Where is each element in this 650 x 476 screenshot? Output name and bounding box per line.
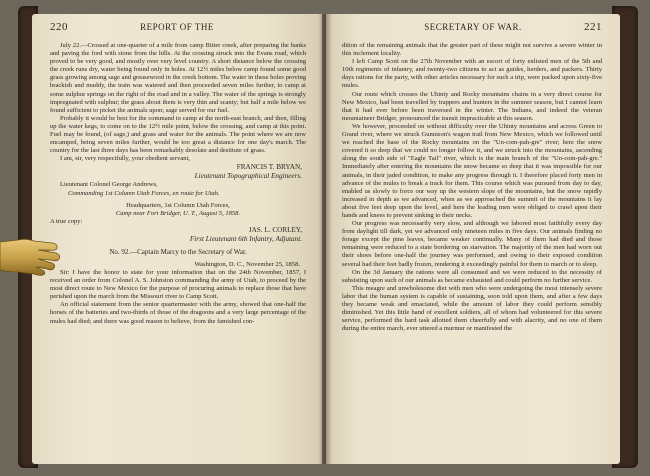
page-number-right: 221 (584, 21, 602, 33)
paragraph: dition of the remaining animals that the greater part of these might not survive a severe winter in this inclement locality. (342, 42, 602, 58)
paragraph: I am, sir, very respectfully, your obedient servant, (60, 155, 191, 163)
signature-title: Lieutenant Topographical Engineers. (194, 172, 302, 181)
left-page (32, 14, 322, 464)
addressee-title: Commanding 1st Column Utah Forces, en route for Utah. (68, 189, 220, 197)
paragraph: Our progress was necessarily very slow, and although we labored most faithfully every day from daylight till dark, yet we advanced only nineteen miles in five days. Our animals finding no forage except the pine leaves, became weaker continually. Many of them had died and those remaining were reduced to a state bordering on starvation. The majority of the men had worn out their shoes before one-half the journey was performed, and owing to their exposed condition several had their feet badly frozen, rendering it exceedingly painful for them to march or to sleep. (342, 220, 602, 268)
right-page (326, 14, 620, 464)
right-text-column (342, 42, 602, 333)
paragraph: Sir: I have the honor to state for your information that on the 24th November, 1857, I received an order from Colonel A. S. Johnston commanding the army of Utah, to proceed by the most direct route to New Mexico for the purpose of procuring animals to replace those that have perished upon the march from the Missouri river to Camp Scott. (50, 268, 306, 301)
paragraph: Our route which crosses the Uhinty and Rocky mountains chains in a very direct course for New Mexico, had been travelled by trappers and hunters in the summer season, but I cannot learn that it had ever before been traversed in the winter. The Indians, and indeed the veteran mountaineer Bridger, pronounced the transit impracticable at this season. (342, 90, 602, 122)
left-text-column (50, 42, 306, 326)
signature-title: First Lieutenant 6th Infantry, Adjutant. (189, 234, 302, 243)
signature-name: JAS. L. CORLEY, (248, 225, 302, 234)
running-title-left: REPORT OF THE (140, 22, 214, 32)
left-running-head (50, 22, 304, 34)
page-number-left: 220 (50, 21, 68, 33)
headquarters-date: Camp near Fort Bridger, U. T., August 5, 1858. (115, 209, 241, 217)
paragraph: July 22.—Crossed at one-quarter of a mile from camp Bitter creek, after preparing the banks and paving the ford with stone from the hills. At the crossing struck into the Evans road, which proved to be very good, and mostly over very level country. A short distance below the crossing the creek runs dry, water being found only in holes. At 12½ miles below camp found some good grass growing among sage and greasewood in the creek bottom. The water in these holes proving brackish and muddy, the train was watered and then proceeded seven miles further, to camp at some sulphur springs on the right of the road and in a valley. The water of the springs is strongly impregnated with sulphur; the grass about them is very thin and scanty; but half a mile below we found sufficient to picket the animals upon; sage served for our fuel. (50, 42, 306, 114)
addressee-name: Lieutenant Colonel George Andrews, (60, 181, 158, 189)
right-running-head (344, 22, 602, 34)
running-title-right: SECRETARY OF WAR. (424, 22, 522, 32)
paragraph: Probably it would be best for the command to camp at the north-east branch, and then, filling up the water kegs, to come on to the 12½ mile point, below the crossing, and camp at this point. Fuel may be found, (of sage,) and grass and water for the animals. The point where we are now encamped, being seven miles further, would be too great a distance for one day's march. The country for the last three days has been remarkably desolate and destitute of grass. (50, 114, 306, 155)
true-copy-note: A true copy: (50, 217, 83, 225)
book-gutter (318, 14, 332, 464)
headquarters-line: Headquarters, 1st Column Utah Forces, (126, 201, 230, 209)
document-heading: No. 92.—Captain Marcy to the Secretary of War. (109, 247, 247, 256)
paragraph: This meagre and unwholesome diet with men who were undergoing the most intensely severe labor that the human system is capable of sustaining, soon told upon them, and after a few days they became weak and emaciated, while the amount of labor they could perform sensibly diminished. Yet this little band of excellent soldiers, all of whom had volunteered for this severe service, performed the hard task allotted them cheerfully and with alacrity, and no one of them during the entire march, ever uttered a murmur or manifested the (342, 284, 602, 333)
paragraph: On the 3d January the rations were all consumed and we were reduced to the necessity of subsisting upon such of our animals as became exhausted and could perform no further service. (342, 268, 602, 284)
paragraph: We however, proceeded on without difficulty over the Uhinty mountains and across Green to Grand river, where we struck Gunnison's wagon trail from New Mexico, which we followed until we reached the base of the Rocky mountains on the "Un-com-pah-gre" river; here the snow covered it so deep that we could no longer follow it, and we struck into the mountains, ascending along the south side of "Eagle Tail" river, which is the main branch of the "Un-com-pah-gre." Immediately after entering the mountains the snow became so deep that it was impossible for our animals, in their jaded condition, to make any progress through it. I therefore placed forty men in advance of the mules to break a track for them. This course which was pursued from day to day, enabled us slowly to force our way up the western slope of the mountains, but the snow rapidly increased in depth as we advanced, when as we approached the summit of the mountains it lay about five feet deep upon the level, and here the leading men were obliged to crawl upon their hands and knees to prevent sinking to their necks. (342, 122, 602, 219)
paragraph: I left Camp Scott on the 27th November with an escort of forty enlisted men of the 5th and 10th regiments of infantry, and twenty-two citizens to act as guides, herders, and packers. Thirty days rations for the party, with other articles necessary for such a trip, were packed upon sixty-five mules. (342, 58, 602, 90)
dateline: Washington, D. C., November 25, 1858. (194, 260, 300, 268)
brass-hand-holder-icon (0, 232, 62, 278)
paragraph: An official statement from the senior quartermaster with the army, showed that one-half the horses of the batteries and two-thirds of those of the dragoons and a very large percentage of the mules had died; and there was good reason to believe, from the famished con- (50, 301, 306, 325)
signature-name: FRANCIS T. BRYAN, (236, 163, 302, 172)
